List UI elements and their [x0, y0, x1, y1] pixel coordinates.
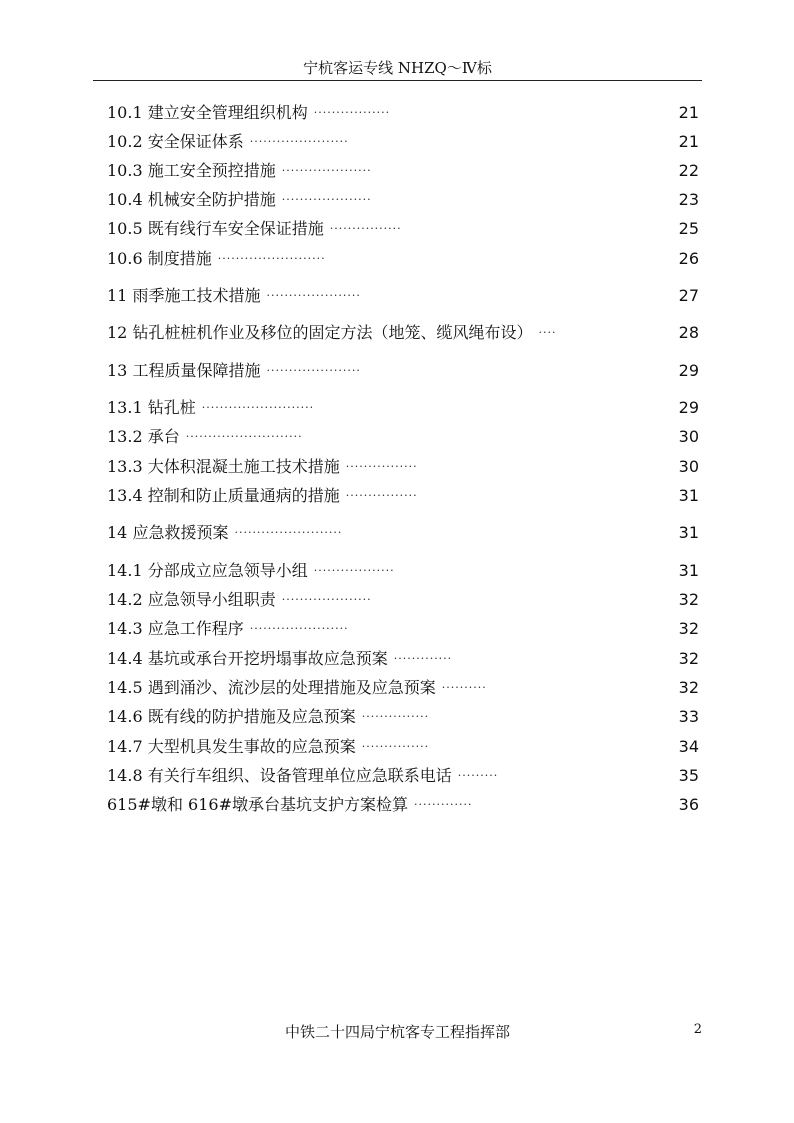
toc-page-number: 26 — [678, 249, 699, 268]
toc-entry-title: 13 工程质量保障措施 — [107, 361, 261, 380]
toc-dot-leader: ····················· — [266, 364, 361, 377]
page-number: 2 — [693, 1022, 702, 1037]
toc-entry[interactable] — [107, 321, 699, 345]
toc-dot-leader: ···················· — [281, 164, 372, 177]
toc-dot-leader: ········· — [457, 769, 499, 782]
toc-entry-title: 615#墩和 616#墩承台基坑支护方案检算 — [107, 795, 408, 814]
toc-page-number: 31 — [678, 561, 699, 580]
toc-dot-leader: ················ — [329, 222, 402, 235]
toc-dot-leader: ························ — [217, 252, 326, 265]
toc-entry-title: 14.6 既有线的防护措施及应急预案 — [107, 707, 356, 726]
toc-dot-leader: ······················ — [249, 135, 349, 148]
toc-dot-leader: ················· — [313, 106, 391, 119]
toc-page-number: 22 — [678, 161, 699, 180]
toc-entry-title: 13.3 大体积混凝土施工技术措施 — [107, 457, 340, 476]
toc-entry-title: 14.7 大型机具发生事故的应急预案 — [107, 737, 356, 756]
toc-dot-leader: ························ — [234, 526, 343, 539]
toc-dot-leader: ············· — [413, 798, 473, 811]
page-footer — [93, 1022, 702, 1044]
toc-entry-title: 14.2 应急领导小组职责 — [107, 590, 276, 609]
toc-dot-leader: ···················· — [281, 593, 372, 606]
toc-entry[interactable] — [107, 705, 699, 729]
toc-dot-leader: ·········· — [441, 681, 487, 694]
toc-page-number: 33 — [678, 707, 699, 726]
toc-page-number: 30 — [678, 427, 699, 446]
toc-dot-leader: ···················· — [281, 193, 372, 206]
toc-entry-title: 13.4 控制和防止质量通病的措施 — [107, 486, 340, 505]
toc-entry[interactable] — [107, 425, 699, 449]
toc-entry-title: 10.5 既有线行车安全保证措施 — [107, 219, 324, 238]
toc-dot-leader: ················ — [345, 489, 418, 502]
page-header — [93, 58, 702, 81]
toc-entry[interactable] — [107, 559, 699, 583]
toc-entry[interactable] — [107, 484, 699, 508]
toc-page-number: 21 — [678, 103, 699, 122]
toc-entry[interactable] — [107, 764, 699, 788]
toc-entry-title: 10.2 安全保证体系 — [107, 132, 244, 151]
toc-entry[interactable] — [107, 217, 699, 241]
toc-entry[interactable] — [107, 588, 699, 612]
toc-entry-title: 14 应急救援预案 — [107, 523, 229, 542]
toc-entry-title: 11 雨季施工技术措施 — [107, 286, 261, 305]
toc-entry-title: 14.1 分部成立应急领导小组 — [107, 561, 308, 580]
toc-page-number: 23 — [678, 190, 699, 209]
toc-dot-leader: ························· — [201, 401, 315, 414]
toc-page-number: 32 — [678, 619, 699, 638]
toc-entry-title: 14.4 基坑或承台开挖坍塌事故应急预案 — [107, 649, 388, 668]
toc-dot-leader: ·························· — [185, 430, 303, 443]
toc-entry[interactable] — [107, 130, 699, 154]
toc-entry[interactable] — [107, 455, 699, 479]
toc-page-number: 29 — [678, 361, 699, 380]
toc-entry-title: 14.5 遇到涌沙、流沙层的处理措施及应急预案 — [107, 678, 436, 697]
toc-entry[interactable] — [107, 735, 699, 759]
toc-dot-leader: ·················· — [313, 564, 395, 577]
toc-page-number: 25 — [678, 219, 699, 238]
toc-entry-title: 14.8 有关行车组织、设备管理单位应急联系电话 — [107, 766, 452, 785]
toc-entry[interactable] — [107, 284, 699, 308]
toc-page-number: 31 — [678, 523, 699, 542]
toc-page-number: 32 — [678, 590, 699, 609]
toc-page-number: 31 — [678, 486, 699, 505]
toc-entry[interactable] — [107, 617, 699, 641]
toc-page-number: 34 — [678, 737, 699, 756]
header-title: 宁杭客运专线 NHZQ～Ⅳ标 — [303, 59, 492, 77]
toc-entry-title: 10.4 机械安全防护措施 — [107, 190, 276, 209]
toc-dot-leader: ················ — [345, 460, 418, 473]
toc-entry-title: 10.1 建立安全管理组织机构 — [107, 103, 308, 122]
toc-entry[interactable] — [107, 159, 699, 183]
toc-entry-title: 10.6 制度措施 — [107, 249, 212, 268]
toc-dot-leader: ············· — [393, 652, 453, 665]
toc-entry-title: 14.3 应急工作程序 — [107, 619, 244, 638]
toc-entry-title: 13.1 钻孔桩 — [107, 398, 196, 417]
toc-entry[interactable] — [107, 101, 699, 125]
toc-entry[interactable] — [107, 521, 699, 545]
toc-entry[interactable] — [107, 188, 699, 212]
toc-entry[interactable] — [107, 396, 699, 420]
toc-dot-leader: ···· — [538, 326, 557, 339]
toc-page-number: 32 — [678, 678, 699, 697]
toc-page-number: 32 — [678, 649, 699, 668]
toc-page-number: 30 — [678, 457, 699, 476]
toc-entry[interactable] — [107, 647, 699, 671]
toc-page-number: 29 — [678, 398, 699, 417]
toc-entry[interactable] — [107, 676, 699, 700]
toc-entry[interactable] — [107, 359, 699, 383]
toc-page-number: 27 — [678, 286, 699, 305]
toc-entry-title: 13.2 承台 — [107, 427, 180, 446]
toc-entry-title: 12 钻孔桩桩机作业及移位的固定方法（地笼、缆风绳布设） — [107, 323, 533, 342]
toc-entry-title: 10.3 施工安全预控措施 — [107, 161, 276, 180]
toc-page-number: 28 — [678, 323, 699, 342]
toc-page-number: 35 — [678, 766, 699, 785]
toc-dot-leader: ··············· — [361, 740, 430, 753]
toc-entry[interactable] — [107, 793, 699, 817]
toc-dot-leader: ··············· — [361, 710, 430, 723]
toc-page-number: 21 — [678, 132, 699, 151]
toc-page-number: 36 — [678, 795, 699, 814]
toc-dot-leader: ····················· — [266, 289, 361, 302]
toc-entry[interactable] — [107, 247, 699, 271]
toc-dot-leader: ······················ — [249, 622, 349, 635]
footer-text: 中铁二十四局宁杭客专工程指挥部 — [284, 1023, 510, 1041]
